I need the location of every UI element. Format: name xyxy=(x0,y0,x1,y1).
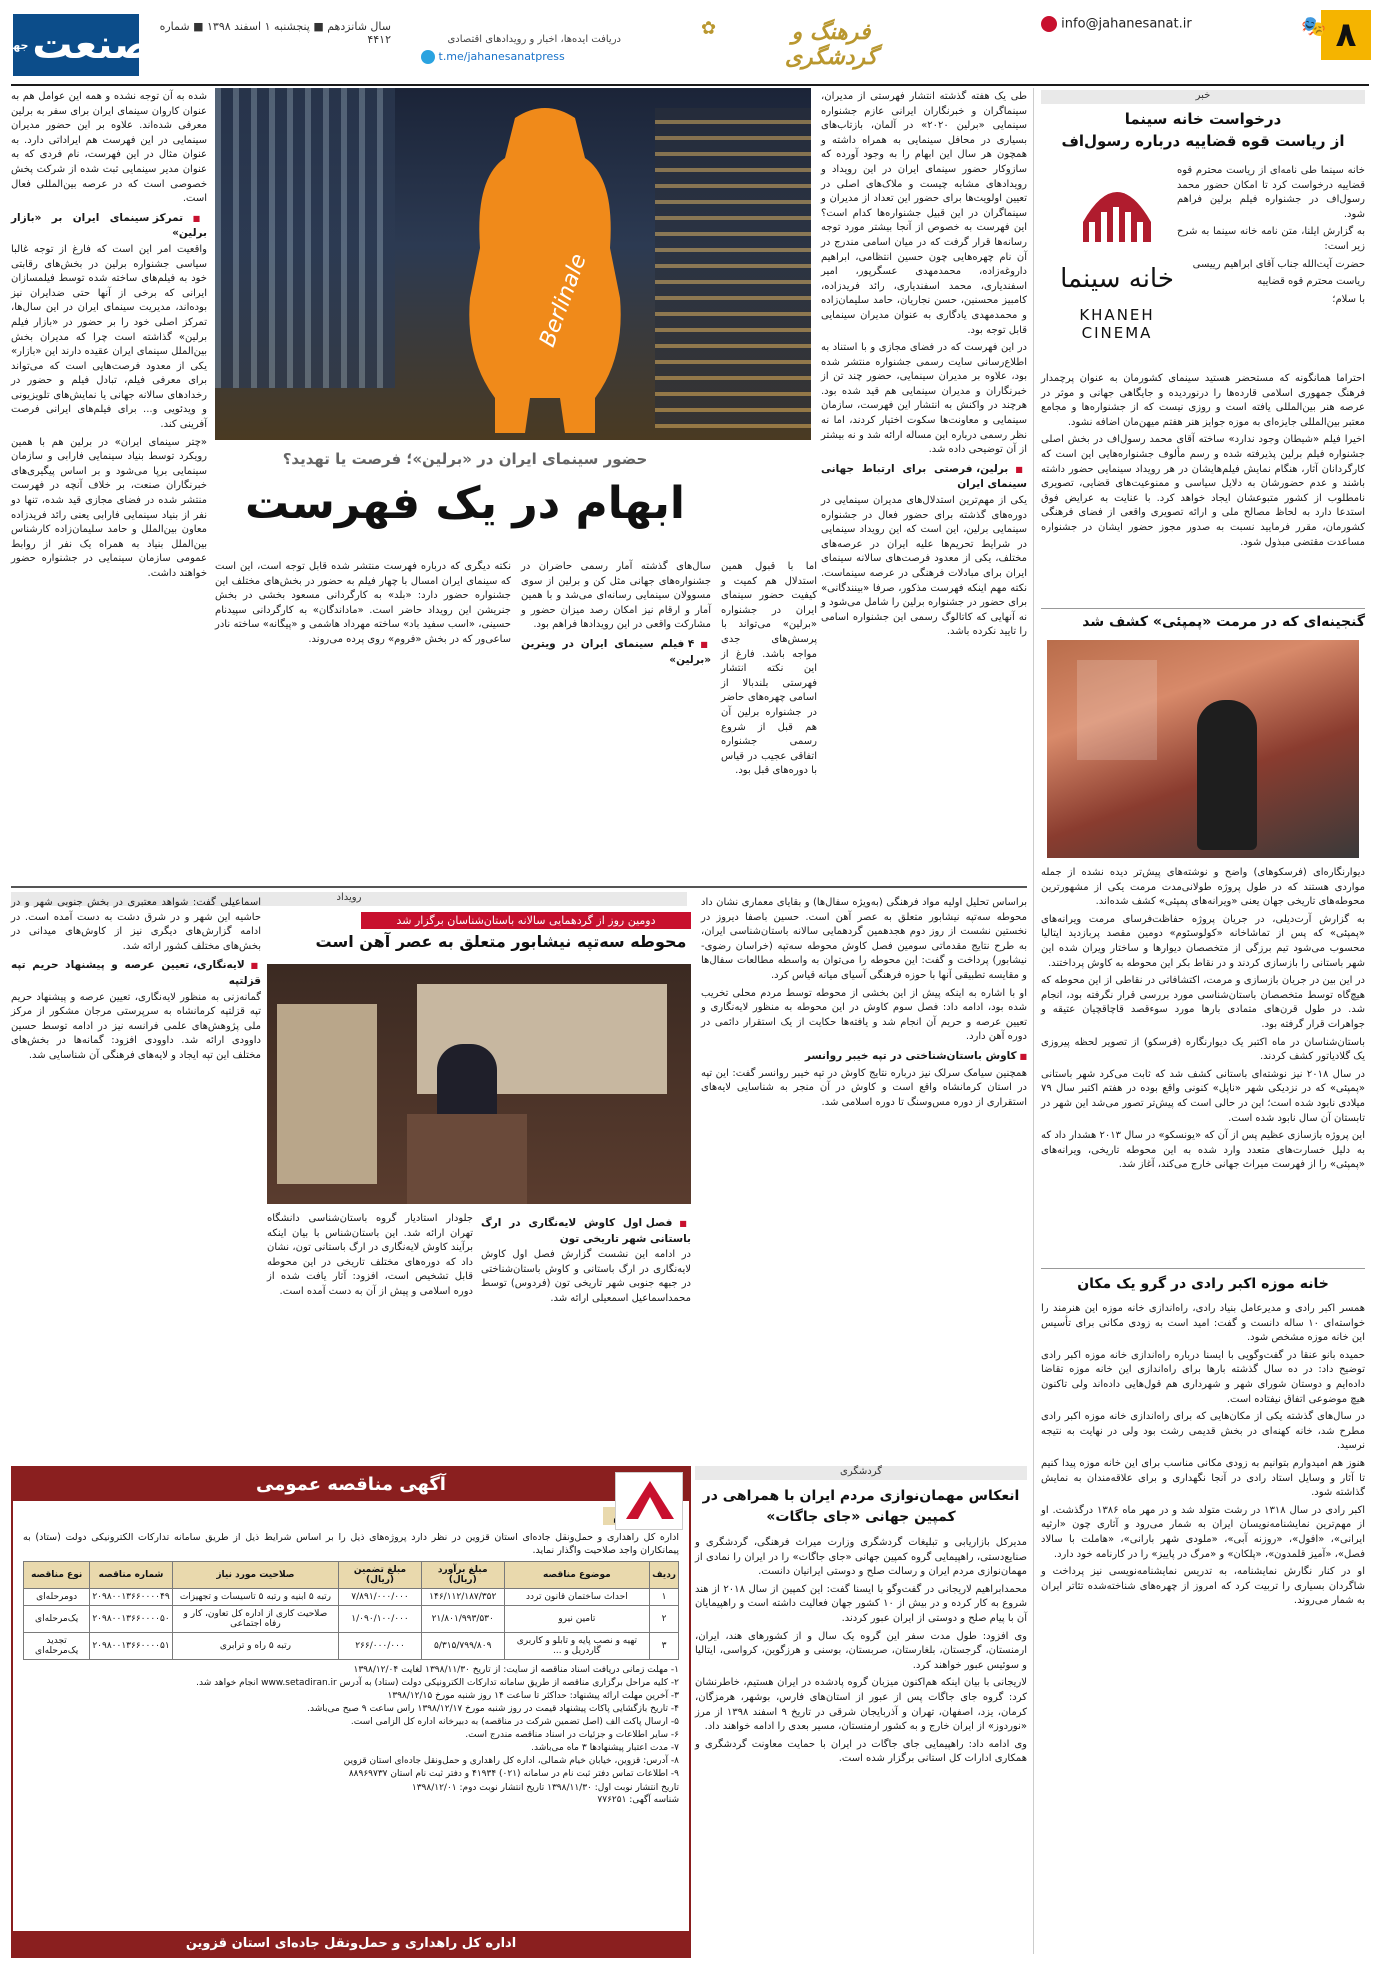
event-col-1: براساس تحلیل اولیه مواد فرهنگی (به‌ویژه سفال‌ها) و بقایای معماری نشان داد محوطه سه‌تپه نیشابور متعلق به عصر آهن است. حسین باصفا دیروز در نخستین نشست از روز دوم هجدهمین گردهمایی سالانه باستان‌شناسی ایران، به طرح نتایج مقدماتی سومین فصل کاوش محوطه سه‌تپه (خراسان رضوی-نیشابور) پرداخت و گفت: این محوطه را می‌توان به واسطه مطالعات سفال‌ها و مقایسه تطبیقی آنها با حوزه فرهنگی آسیای میانه قیاس کرد. او با اشاره به اینکه پیش از این بخشی از محوطه توسط مردم محلی تخریب شده بود، ادامه داد: فصل سوم کاوش در این محوطه به منظور لایه‌نگاری و تعیین عرصه و حریم آن انجام شد و یافته‌ها حکایت از یک استقرار دائمی در دوره آهن دارد. ■ کاوش باستان‌شناختی در تپه خیبر روانسر همچنین سیامک سرلک نیز درباره نتایج کاوش در تپه خیبر روانسر گفت: این تپه در استان کرمانشاه واقع است و کاوش در آن منجر به شناسایی لایه‌های استقراری از دوره مس‌وسنگ تا دوره اسلامی شد. xyxy=(701,896,1027,1113)
event-label: رویداد xyxy=(11,892,687,906)
tender-footer: اداره کل راهداری و حمل‌ونقل جاده‌ای استان قزوین xyxy=(13,1931,689,1956)
table-header-cell: ردیف xyxy=(650,1562,679,1589)
tender-title: آگهی مناقصه عمومی xyxy=(13,1468,689,1501)
pompeii-photo xyxy=(1047,640,1359,858)
tender-note: ۸- آدرس: قزوین، خیابان خیام شمالی، اداره کل راهداری و حمل‌ونقل جاده‌ای استان قزوین xyxy=(343,1756,679,1766)
table-cell: ۲ xyxy=(650,1606,679,1633)
org-logo xyxy=(615,1472,683,1530)
table-cell: دومرحله‌ای xyxy=(24,1589,90,1606)
tender-note: ۷- مدت اعتبار پیشنهادها ۳ ماه می‌باشد. xyxy=(531,1743,679,1753)
berlinale-photo xyxy=(215,88,811,440)
table-header-cell: صلاحیت مورد نیاز xyxy=(172,1562,339,1589)
event-kicker: دومین روز از گردهمایی سالانه باستان‌شناسان برگزار شد xyxy=(361,912,691,929)
berlinale-bear-statue xyxy=(445,98,645,438)
tender-ad xyxy=(11,1466,691,1958)
tender-notes xyxy=(13,1664,689,1781)
divider xyxy=(1041,608,1365,609)
table-cell: رتبه ۵ راه و ترابری xyxy=(172,1633,339,1660)
masthead-logo: صنعت جهان xyxy=(13,14,139,76)
table-cell: ۳ xyxy=(650,1633,679,1660)
table-header-row xyxy=(24,1562,679,1589)
tourism-headline: انعکاس مهمان‌نوازی مردم ایران با همراهی در کمپین جهانی «جای جاگات» xyxy=(702,1488,1020,1525)
table-cell: احداث ساختمان قانون تردد xyxy=(504,1589,649,1606)
table-cell: رتبه ۵ ابنیه و رتبه ۵ تاسیسات و تجهیزات xyxy=(172,1589,339,1606)
pomegranate-icon: ✿ xyxy=(701,18,717,39)
table-cell: ۲۶۶/۰۰۰/۰۰۰ xyxy=(339,1633,422,1660)
pompeii-body: دیوارنگاره‌ای (فرسکوهای) واضح و نوشته‌های پیش‌تر دیده نشده از جمله مواردی هستند که در طول پروژه طولانی‌مدت مرمت یکی از مشهورترین محوطه‌های تاریخی جهان یعنی «ویرانه‌های پمپئی» کشف شده‌اند. به گزارش آرت‌دیلی، در جریان پروژه حفاظت‌فرسای مرمت ویرانه‌های «پمپئی» که پس از تماشاخانه «کولوسئوم» دومین مقصد پربازدید ایتالیا محسوب می‌شود تیم برزگی از متخصصان دیوارها و ساختار ویران شده این شهر باستانی را بازسازی کردند و در نقاط بکر این محوطه به کاوش پرداختند. در این بین در جریان بازسازی و مرمت، اکتشافاتی در نقاطی از این محوطه که هیچ‌گاه توسط متخصصان باستان‌شناسی مورد بررسی قرار نگرفته بود، انجام شد. در طول قرن‌های متمادی بارها مورد سوءقصد قاچاقچیان عتیقه و جواهرات قرار گرفته بود. باستان‌شناسان در ماه اکتبر یک دیوارنگاره (فرسکو) از تصویر لحظه پیروزی یک گلادیاتور کشف کردند. در سال ۲۰۱۸ نیز نوشته‌ای باستانی کشف شد که ثابت می‌کرد شهر باستانی «پمپئی» که در نزدیکی شهر «ناپل» کنونی واقع بوده در هفتم اکتبر سال ۷۹ میلادی نابود شده است؛ این در حالی است که پیش‌تر تصور می‌شد این شهر در تابستان آن سال نابود شده است. این پروژه بازسازی عظیم پس از آن که «یونسکو» در سال ۲۰۱۳ هشدار داد که به دلیل خسارت‌های متعدد وارد شده به این محوطه تاریخی، ویرانه‌های «پمپئی» را از فهرست میراث جهانی خارج می‌کند، آغاز شد. xyxy=(1041,867,1365,1171)
table-cell: تامین نیرو xyxy=(504,1606,649,1633)
page-number: ۸ xyxy=(1321,10,1371,60)
table-cell: ۱۴۶/۱۱۲/۱۸۷/۳۵۲ xyxy=(421,1589,504,1606)
news-label: خبر xyxy=(1041,90,1365,104)
event-col-3: جلودار استادیار گروه باستان‌شناسی دانشگاه تهران ارائه شد. این باستان‌شناس با بیان اینکه برآیند کاوش لایه‌نگاری در ارگ باستانی تون، نشان داد که دوره‌های مختلف تاریخی در این محوطه قابل تشخیص است، افزود: آثار یافت شده از دوره اسلامی و پیش از آن به دست آمده است. xyxy=(267,1213,473,1297)
main-col-4: نکته دیگری که درباره فهرست منتشر شده قابل توجه است، این است که سینمای ایران امسال با چهار فیلم به حضور در بخش‌های مختلف این جشنواره حضور دارد: «بلد» به کارگردانی مسعود بخشی در بخش جنریشن این رویداد حاضر است. «ماداندگان» به کارگردانی سپیدنام حسینی، «اسب سفید باد» ساخته مهرداد هاشمی و «پیگانه» ساخته نادر ساعی‌ور که در بخش «فروم» روی پرده می‌روند. xyxy=(215,561,511,645)
table-cell: صلاحیت کاری از اداره کل تعاون، کار و رفاه اجتماعی xyxy=(172,1606,339,1633)
table-header-cell: مبلغ تضمین (ریال) xyxy=(339,1562,422,1589)
tender-note: ۴- تاریخ بازگشایی پاکات پیشنهاد قیمت در روز شنبه مورخ ۱۳۹۸/۱۲/۱۷ راس ساعت ۹ صبح می‌باشد. xyxy=(307,1704,679,1714)
table-row xyxy=(24,1606,679,1633)
table-cell: ۱ xyxy=(650,1589,679,1606)
event-col-2: ■ فصل اول کاوش لایه‌نگاری در ارگ باستانی شهر تاریخی تون در ادامه این نشست گزارش فصل اول کاوش لایه‌نگاری در ارگ باستانی و کاوش باستان‌شناختی در جبهه جنوبی شهر تاریخی تون (فردوس) توسط محمداسماعیل اسمعیلی ارائه شد. xyxy=(481,1212,691,1310)
header-rule xyxy=(11,84,1369,86)
telegram-note: دریافت ایده‌ها، اخبار و رویدادهای اقتصادی xyxy=(447,34,621,45)
museum-headline: خانه موزه اکبر رادی در گرو یک مکان xyxy=(1077,1276,1329,1292)
photo-caption: Berlinale xyxy=(535,250,592,351)
event-col-4: اسماعیلی گفت: شواهد معتبری در بخش جنوبی شهر و در حاشیه این شهر و در شرق دشت به دست آمده است. در ادامه گزارش‌های دیگری نیز از کاوش‌های میدانی در بخش‌های مختلف کشور ارائه شد. ■ لایه‌نگاری، تعیین عرصه و پیشنهاد حریم تپه قزلتپه گمانه‌زنی به منظور لایه‌نگاری، تعیین عرصه و پیشنهاد حریم تپه قزلتپه کرمانشاه به سرپرستی مرجان مشکور از مرکز ملی پژوهش‌های علمی فرانسه نیز در ادامه توسط حسین داوودی ارائه شد. داوودی افزود: گمانه‌ها در بخش‌های مختلف این تپه ایجاد و لایه‌های فرهنگی آن شناسایی شد. xyxy=(11,896,261,1067)
divider xyxy=(1041,1268,1365,1269)
tourism-label: گردشگری xyxy=(695,1466,1027,1480)
event-headline: محوطه سه‌تپه نیشابور متعلق به عصر آهن است xyxy=(315,932,687,951)
tender-note: ۲- کلیه مراحل برگزاری مناقصه از طریق سامانه تدارکات الکترونیکی دولت (ستاد) به آدرس www.setadiran.ir انجام خواهد شد. xyxy=(196,1678,679,1688)
article-rule xyxy=(11,886,1027,888)
glass-building xyxy=(215,88,395,388)
khaneh-cinema-emblem xyxy=(1060,162,1174,302)
masks-icon: 🎭 xyxy=(1301,14,1326,38)
tourism-body: مدیرکل بازاریابی و تبلیغات گردشگری وزارت میراث فرهنگی، گردشگری و صنایع‌دستی، راهپیمایی گروه کمپین جهانی «جای جاگات» را در ایران را نمادی از مهمان‌نوازی مردم ایران و رسالت صلح و دوستی ایرانیان دانست. محمدابراهیم لاریجانی در گفت‌وگو با ایسنا گفت: این کمپین از سال ۲۰۱۸ از هند شروع به کار کرده و در بیش از ۱۰ کشور جهان فعالیت داشته است و راهپیمایان آن با پیام صلح و دوستی از ایران عبور کردند. وی افزود: طول مدت سفر این گروه یک سال و از کشورهای هند، ایران، ارمنستان، گرجستان، بلغارستان، صربستان، بوسنی و هرزگوین، کرواسی، ایتالیا و سوئیس عبور خواهند کرد. لاریجانی با بیان اینکه هم‌اکنون میزبان گروه پادشده در ایران هستیم، خاطرنشان کرد: گروه جای جاگات پس از عبور از استان‌های فارس، بوشهر، هرمزگان، کرمان، یزد، اصفهان، تهران و آذربایجان شرقی در تاریخ ۹ اسفند ۱۳۹۸ از مرز «نوردوز» از ایران خارج و به کشور ارمنستان، مسیر بعدی را ادامه خواهند داد. وی ادامه داد: راهپیمایی جای جاگات در ایران با حمایت معاونت گردشگری و همکاری ادارات کل استانی برگزار شده است. xyxy=(695,1537,1027,1765)
khaneh-cinema-logo: خانه سینما KHANEH CINEMA xyxy=(1063,162,1171,368)
table-cell: تجدید یک‌مرحله‌ای xyxy=(24,1633,90,1660)
museum-body: همسر اکبر رادی و مدیرعامل بنیاد رادی، راه‌اندازی خانه موزه این هنرمند را خواسته‌ای ۱۰ ساله دانست و گفت: امید است به زودی مکانی برای تأسیس این خانه موزه مشخص شود. حمیده بانو عنقا در گفت‌وگویی با ایسنا درباره راه‌اندازی خانه موزه اکبر رادی توضیح داد: در ده سال گذشته بارها برای راه‌اندازی این خانه موزه تقاضا داده‌ایم و دوستان شورای شهر و شهرداری هم قول‌هایی داده‌اند ولی تاکنون هیچ موضوعی اتفاق نیفتاده است. در سال‌های گذشته یکی از مکان‌هایی که برای راه‌اندازی خانه موزه اکبر رادی مطرح شد، خانه کهنه‌ای در بخش قدیمی رشت بود ولی در نهایت به نتیجه نرسید. هنوز هم امیدوارم بتوانیم به زودی مکانی مناسب برای این خانه موزه پیدا کنیم تا آثار و وسایل استاد رادی در آنجا نگهداری و برای علاقه‌مندان به نمایش گذاشته شود. اکبر رادی در سال ۱۳۱۸ در رشت متولد شد و در مهر ماه ۱۳۸۶ درگذشت. او از مهم‌ترین نمایشنامه‌نویسان ایران به شمار می‌رود و آثاری چون «ارثیه ایرانی»، «افول»، «روزنه آبی»، «ملودی شهر بارانی»، «هاملت با سالاد فصل»، «آمیز قلمدون»، «پلکان» و «مرگ در پاییز» را در کارنامه خود دارد. او در کنار نگارش نمایشنامه، به تدریس نمایشنامه‌نویسی نیز پرداخت و شاگردان بسیاری را تربیت کرد که امروز از چهره‌های شناخته‌شده تئاتر ایران به شمار می‌روند. xyxy=(1041,1303,1365,1607)
table-header-cell: نوع مناقصه xyxy=(24,1562,90,1589)
main-col-2: اما با قبول همین استدلال هم کمیت و کیفیت حضور سینمای ایران در جشنواره «برلین» می‌تواند با پرسش‌های جدی مواجه باشد. فارغ از این نکته انتشار فهرستی بلندبالا از اسامی چهره‌های حاضر در جشنواره برلین آن هم قبل از شروع رسمی جشنواره اتفاقی عجیب در قیاس با دوره‌های قبل بود. xyxy=(721,561,817,777)
fresco-panel xyxy=(1077,660,1157,760)
table-body xyxy=(24,1589,679,1660)
table-header-cell: موضوع مناقصه xyxy=(504,1562,649,1589)
main-kicker: حضور سینمای ایران در «برلین»؛ فرصت یا تهدید؟ xyxy=(282,450,648,468)
table-header-cell: شماره مناقصه xyxy=(90,1562,172,1589)
telegram-icon xyxy=(421,50,435,64)
table-header-cell: مبلغ برآورد (ریال) xyxy=(421,1562,504,1589)
office-building xyxy=(655,108,811,428)
table-cell: ۱/۰۹۰/۱۰۰/۰۰۰ xyxy=(339,1606,422,1633)
news-body: احتراما همانگونه که مستحضر هستید سینمای کشورمان به عنوان پرچمدار فرهنگ جمهوری اسلامی قارده‌ها را درنوردیده و جایگاهی جهانی و موثر در عرصه هنر بین‌المللی یافته است و روزی نیست که از جشنواره‌ها و مجامع معتبر بین‌المللی جایزه‌ای به موزه جوایز هنر هفتم میهن‌مان اضافه نشود. اخیرا فیلم «شیطان وجود ندارد» ساخته آقای محمد رسول‌اف در بخش اصلی جشنواره فیلم برلین پذیرفته شده و رسم مألوف جشنواره‌هایی این است که کارگردانان آثار، هنگام نمایش فیلم‌هایشان در هر رویداد سینمایی حضور داشته باشند و عدم حضورشان به دلایل سیاسی و ممنوعیت‌های قضایی، تصویری نامطلوب از کشور متبوعشان ایجاد خواهد کرد. با عنایت به عرایض فوق استدعا دارد به لحاظ مصالح ملی و ارائه تصویری واقعی از فضای فرهنگی کشورمان، مقرر فرمایید نسبت به صدور مجوز حضور ایشان در جشنواره مساعدت مقتضی مبذول شود. xyxy=(1041,373,1365,548)
tender-note: ۳- آخرین مهلت ارائه پیشنهاد: حداکثر تا ساعت ۱۴ روز شنبه مورخ ۱۳۹۸/۱۲/۱۵ xyxy=(387,1691,679,1701)
email-address[interactable]: info@jahanesanat.ir xyxy=(1041,16,1311,32)
section-title: فرهنگ و گردشگری xyxy=(784,20,878,70)
pompeii-headline: گنجینه‌ای که در مرمت «پمپئی» کشف شد xyxy=(1082,614,1365,630)
news-headline: درخواست خانه سینما از ریاست قوه قضاییه درباره رسول‌اف xyxy=(1061,110,1345,150)
table-row xyxy=(24,1633,679,1660)
issue-line: سال شانزدهم ■ پنجشنبه ۱ اسفند ۱۳۹۸ ■ شماره ۴۴۱۲ xyxy=(159,20,391,46)
envelope-icon xyxy=(1041,16,1057,32)
column-rule xyxy=(1033,88,1034,1954)
table-cell: ۲۰۹۸۰۰۱۳۶۶۰۰۰۰۵۱ xyxy=(90,1633,172,1660)
table-cell: ۵/۳۱۵/۷۹۹/۸۰۹ xyxy=(421,1633,504,1660)
tender-table xyxy=(23,1561,679,1660)
main-col-1: طی یک هفته گذشته انتشار فهرستی از مدیران، سینماگران و خبرنگاران ایرانی عازم جشنواره سینمایی «برلین ۲۰۲۰» در آلمان، بازتاب‌های بسیاری در محافل سینمایی به همراه داشته و همچون هر سال این ابهام را به وجود آورده که سازوکار حضور سینمای ایران در این رویداد و رویدادهای مشابه چیست و ملاک‌های اصلی در تعیین اولویت‌ها برای حضور این تعداد از مدیران و سینماگران در این قبیل جشنواره‌ها کدام است؟ این فهرست به خصوص از آنجا بیشتر مورد توجه رسانه‌ها قرار گرفت که در میان اسامی مندرج در آن نام چهره‌هایی چون حسین انتظامی، ابراهیم داروغه‌زاده، محمدمهدی عسگرپور، امیر اسفندیاری، محمد اسفندیاری، رائد فریدزاده، کامبیز محسنین، حسن نجاریان، حامد سلیمان‌زاده و محمدمهدی یادگاری به عنوان مدیران سینمایی قابل توجه بود. در این فهرست که در فضای مجازی و با استناد به اطلاع‌رسانی سایت رسمی جشنواره منتشر شده بود، علاوه بر مدیران سینمایی، حضور چند تن از خبرنگاران و مدیران سینمایی هم قید شده بود. هرچند در واکنش به انتشار این فهرست، سازمان سینمایی و معاونت‌ها سکوت اختیار کردند، اما نه نظر رسمی درباره این مساله ارائه شد و نه بیشتر از آن توضیحی داده شد. ■ برلین، فرصتی برای ارتباط جهانی سینمای ایران یکی از مهم‌ترین استدلال‌های مدیران سینمایی در دوره‌های گذشته برای حضور فعال در جشنواره سینمایی برلین، این است که این رویداد سینمایی در شرایط تحریم‌ها علیه ایران در عرصه‌های مختلف، یکی از معدود فرصت‌های سالانه سینمای ایران برای مبادلات فرهنگی در عرصه سینماست. نکته مهم اینکه فهرست مذکور، صرفا «بینندگانی» برای حضور در جشنواره برلین را شامل می‌شود و نه آنهایی که کاتالوگ رسمی این جشنواره اسامی را تایید نکرده باشد. xyxy=(821,90,1027,643)
symposium-photo xyxy=(267,964,691,1204)
tender-note: ۹- اطلاعات تماس دفتر ثبت نام در سامانه (۰۲۱) ۴۱۹۳۴ و دفتر ثبت نام استان ۸۸۹۶۹۷۳۷ xyxy=(348,1769,679,1779)
tender-ref: شناسه آگهی: ۷۷۶۲۵۱ xyxy=(597,1795,679,1805)
podium xyxy=(407,1114,527,1204)
svg-text:خانه سینما: خانه سینما xyxy=(1060,264,1174,294)
tender-note: ۱- مهلت زمانی دریافت اسناد مناقصه از سایت: از تاریخ ۱۳۹۸/۱۱/۳۰ لغایت ۱۳۹۸/۱۲/۰۴ xyxy=(353,1665,679,1675)
tender-dates: تاریخ انتشار نوبت اول: ۱۳۹۸/۱۱/۳۰ تاریخ انتشار نوبت دوم: ۱۳۹۸/۱۲/۰۱ xyxy=(411,1783,679,1793)
table-cell: ۲۰۹۸۰۰۱۳۶۶۰۰۰۰۵۰ xyxy=(90,1606,172,1633)
restorer-figure xyxy=(1197,700,1257,850)
table-cell: تهیه و نصب پایه و تابلو و کاربری گاردریل و ... xyxy=(504,1633,649,1660)
tender-note: ۵- ارسال پاکت الف (اصل تضمین شرکت در مناقصه) به دبیرخانه اداره کل الزامی است. xyxy=(350,1717,679,1727)
table-cell: ۷/۸۹۱/۰۰۰/۰۰۰ xyxy=(339,1589,422,1606)
telegram-link[interactable]: t.me/jahanesanatpress xyxy=(421,50,621,64)
main-col-3: سال‌های گذشته آمار رسمی حاضران در جشنواره‌های جهانی مثل کن و برلین از سوی مسوولان سینمایی رسانه‌ای می‌شد و با همین آمار و ارقام نیز امکان رصد میزان حضور و مشارکت واقعی در این رویدادها فراهم بود. ■ ۴ فیلم سینمای ایران در ویترین «برلین» xyxy=(521,560,711,669)
banner xyxy=(277,1004,377,1184)
tender-table-wrap xyxy=(13,1557,689,1664)
table-cell: یک‌مرحله‌ای xyxy=(24,1606,90,1633)
table-row xyxy=(24,1589,679,1606)
main-headline: ابهام در یک فهرست xyxy=(245,478,685,529)
road-authority-icon xyxy=(618,1473,682,1527)
table-cell: ۲۰۹۸۰۰۱۳۶۶۰۰۰۰۴۹ xyxy=(90,1589,172,1606)
tender-note: ۶- سایر اطلاعات و جزئیات در اسناد مناقصه مندرج است. xyxy=(465,1730,679,1740)
tender-intro: اداره کل راهداری و حمل‌ونقل جاده‌ای استان قزوین در نظر دارد پروژه‌های ذیل را بر اساس شرایط ذیل از طریق سامانه تدارکات الکترونیکی دولت (ستاد) به پیمانکاران واجد صلاحیت واگذار نماید. xyxy=(23,1532,679,1556)
news-body-top: خانه سینما طی نامه‌ای از ریاست محترم قوه قضاییه درخواست کرد تا امکان حضور محمد رسول‌اف در جشنواره فیلم برلین فراهم شود. به گزارش ایلنا، متن نامه خانه سینما به شرح زیر است: حضرت آیت‌الله جناب آقای ابراهیم رییسی ریاست محترم قوه قضاییه با سلام؛ xyxy=(1177,165,1365,305)
main-col-5: شده به آن توجه نشده و همه این عوامل هم به عنوان کاروان سینمای ایران برای سفر به برلین معرفی شده‌اند. علاوه بر این حضور مدیران سینمایی در این فهرست هم ایراداتی دارد. به عنوان مثال در این فهرست، نام فردی که به عنوان مدیر سینمایی ثبت شده از شرکت پخش خصوصی است که در عرصه بین‌المللی فعال است. ■ تمرکز سینمای ایران بر «بازار برلین» واقعیت امر این است که فارغ از توجه غالبا سیاسی جشنواره برلین در بخش‌های رقابتی خود به فیلم‌های ساخته شده توسط فیلمسازان ایرانی که برخی از آنها حتی ضدایران نیز بوده‌اند، مدیریت سینمای ایران در این سال‌ها، تمرکز اصلی خود را بر حضور در «بازار فیلم برلین» گذاشته است چرا که مدیران بخش بین‌الملل سینمای ایران عقیده دارند این «بازار» یکی از معدود فرصت‌هایی است که می‌تواند برای معرفی فیلم، تبادل فیلم و حضور در رخدادهای سالانه جهانی یا نمایش‌های تلویزیونی و ویدئویی و... برای فیلم‌های ایرانی فرصت آفرینی کند. «چتر سینمای ایران» در برلین هم با همین رویکرد توسط بنیاد سینمایی فارابی و سازمان سینمایی برپا می‌شود و بر اساس پیگیری‌های خبرنگاران صنعت، بر خلاف آنچه در فهرست منتشر شده در فضای مجازی قید شده، تنها دو نفر از بنیاد سینمایی فارابی یعنی رائد فریدزاده معاون بین‌الملل و حامد سلیمان‌زاده کارشناس بین‌الملل بنیاد به همراه یک نفر از روابط عمومی سازمان سینمایی در جشنواره حضور خواهند داشت. xyxy=(11,90,207,585)
table-cell: ۲۱/۸۰۱/۹۹۳/۵۳۰ xyxy=(421,1606,504,1633)
